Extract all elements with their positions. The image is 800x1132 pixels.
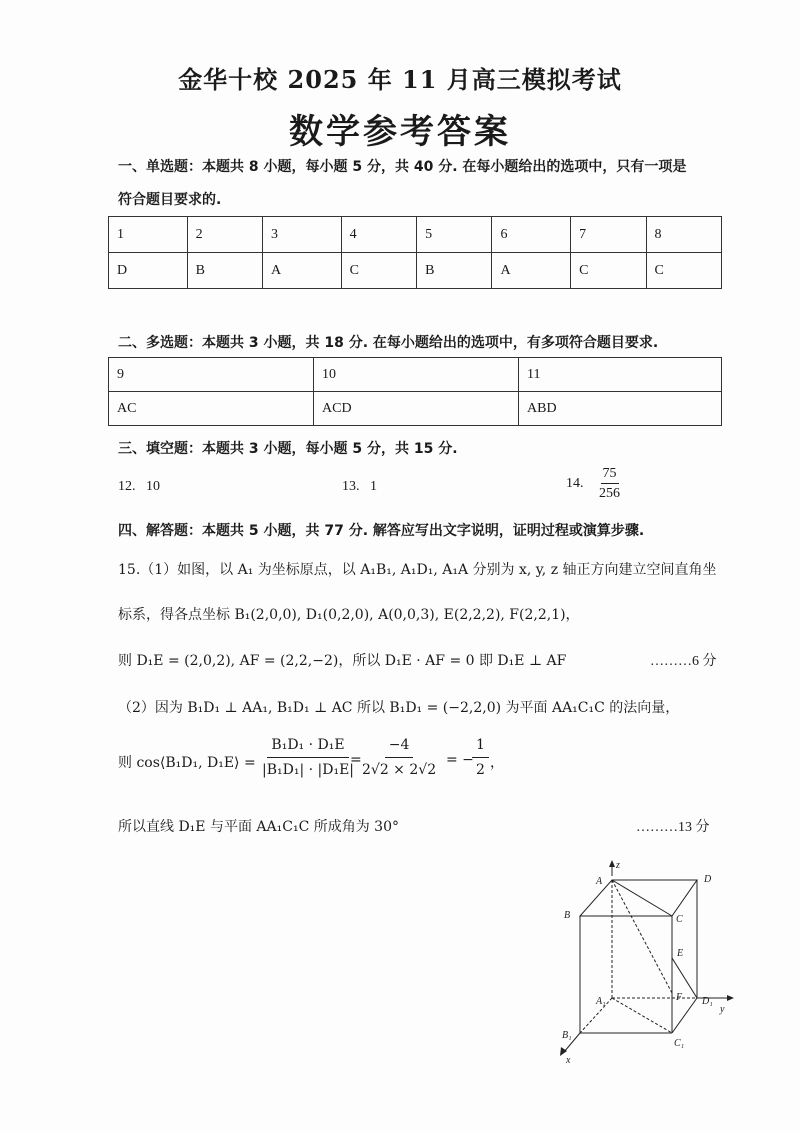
table-cell: B <box>417 253 492 289</box>
z-axis-arrow <box>609 860 615 867</box>
q15-conclusion: 所以直线 D₁E 与平面 AA₁C₁C 所成角为 30° <box>118 819 399 835</box>
section3-heading: 三、填空题：本题共 3 小题，每小题 5 分，共 15 分. <box>118 441 458 457</box>
cos-lhs: 则 cos⟨B₁D₁, D₁E⟩ = <box>118 755 256 771</box>
table-cell: 5 <box>417 217 492 253</box>
label-z: z <box>616 860 620 871</box>
table-cell: 8 <box>646 217 722 253</box>
section4-heading: 四、解答题：本题共 5 小题，共 77 分. 解答应写出文字说明，证明过程或演算步骤. <box>118 523 645 539</box>
single-choice-answer-table <box>108 216 722 289</box>
edge-C1D1 <box>672 998 697 1033</box>
q13-label: 13. <box>342 479 360 494</box>
q12-value: 10 <box>146 479 160 494</box>
table-cell: ABD <box>519 392 722 426</box>
label-B: B <box>564 910 571 921</box>
section2-heading: 二、多选题：本题共 3 小题，共 18 分. 在每小题给出的选项中，有多项符合题目要求. <box>118 335 659 351</box>
q15-part1-line2: 标系，得各点坐标 B₁(2,0,0), D₁(0,2,0), A(0,0,3), E(2,2,2), F(2,2,1)， <box>118 607 580 623</box>
cos-fraction-2 <box>362 737 436 778</box>
table-cell: 9 <box>109 358 314 392</box>
cos-numerator-1: B₁D₁ · D₁E <box>267 737 348 758</box>
section1-heading-line1: 一、单选题：本题共 8 小题，每小题 5 分，共 40 分. 在每小题给出的选项中，只有一项是 <box>118 159 687 175</box>
q15-part2-line1: （2）因为 B₁D₁ ⊥ AA₁, B₁D₁ ⊥ AC 所以 B₁D₁ = (−2,2,0) 为平面 AA₁C₁C 的法向量， <box>118 700 680 716</box>
table-cell: A <box>263 253 342 289</box>
question-number-row <box>109 358 722 392</box>
segment-AF <box>612 880 672 993</box>
table-cell: 6 <box>492 217 571 253</box>
answer-row <box>109 253 722 289</box>
cos-end: ， <box>490 755 504 771</box>
q15-part1-line3: 则 D₁E = (2,0,2), AF = (2,2,−2)，所以 D₁E · AF = 0 即 D₁E ⊥ AF <box>118 653 567 669</box>
question-number-row <box>109 217 722 253</box>
label-A: A <box>596 876 603 887</box>
table-cell: A <box>492 253 571 289</box>
q14-answer <box>566 466 620 502</box>
cos-denominator-2: 2√2 × 2√2 <box>362 762 437 778</box>
q14-denominator: 256 <box>599 486 620 502</box>
label-D: D <box>704 874 712 885</box>
table-cell: 2 <box>187 217 262 253</box>
table-cell: 7 <box>571 217 646 253</box>
cos-numerator-2: −4 <box>385 737 414 758</box>
label-A1: A₁ <box>596 996 606 1007</box>
cos-denominator-3: 2 <box>476 762 485 778</box>
answer-title: 数学参考答案 <box>289 112 511 152</box>
exam-title: 金华十校 2025 年 11 月高三模拟考试 <box>178 65 622 94</box>
table-cell: AC <box>109 392 314 426</box>
table-cell: ACD <box>314 392 519 426</box>
segment-A1C1 <box>612 998 672 1033</box>
table-cell: 1 <box>109 217 188 253</box>
table-cell: C <box>646 253 722 289</box>
q12-label: 12. <box>118 479 136 494</box>
cos-equals-2: = − <box>446 752 474 768</box>
table-cell: B <box>187 253 262 289</box>
cos-equals-1: = <box>350 752 362 768</box>
table-cell: 10 <box>314 358 519 392</box>
prism-figure <box>552 858 742 1068</box>
label-E: E <box>677 948 684 959</box>
table-cell: D <box>109 253 188 289</box>
q14-label: 14. <box>566 476 584 492</box>
q12-answer <box>118 479 160 495</box>
label-C1: C₁ <box>674 1038 685 1049</box>
table-cell: 4 <box>341 217 416 253</box>
score-mark-6: ………6 分 <box>650 654 717 669</box>
y-axis-arrow <box>727 995 734 1001</box>
label-F: F <box>676 992 683 1003</box>
section1-heading-line2: 符合题目要求的. <box>118 192 222 208</box>
multi-choice-answer-table <box>108 357 722 426</box>
table-cell: 3 <box>263 217 342 253</box>
label-C: C <box>676 914 683 925</box>
q13-answer <box>342 479 377 495</box>
label-y: y <box>720 1004 725 1015</box>
cos-fraction-1 <box>262 737 354 778</box>
cos-denominator-1: |B₁D₁| · |D₁E| <box>262 762 355 778</box>
q14-fraction <box>599 466 620 502</box>
cos-fraction-3 <box>472 737 489 778</box>
table-cell: 11 <box>519 358 722 392</box>
answer-row <box>109 392 722 426</box>
q13-value: 1 <box>370 479 377 494</box>
q15-part1-line1: 15.（1）如图，以 A₁ 为坐标原点，以 A₁B₁, A₁D₁, A₁A 分别为 x, y, z 轴正方向建立空间直角坐 <box>118 562 717 578</box>
label-D1: D₁ <box>702 996 713 1007</box>
table-cell: C <box>571 253 646 289</box>
cos-numerator-3: 1 <box>472 737 489 758</box>
q14-numerator: 75 <box>601 466 619 484</box>
score-mark-13: ………13 分 <box>636 820 710 835</box>
label-x: x <box>566 1055 571 1066</box>
table-cell: C <box>341 253 416 289</box>
label-B1: B₁ <box>562 1030 572 1041</box>
